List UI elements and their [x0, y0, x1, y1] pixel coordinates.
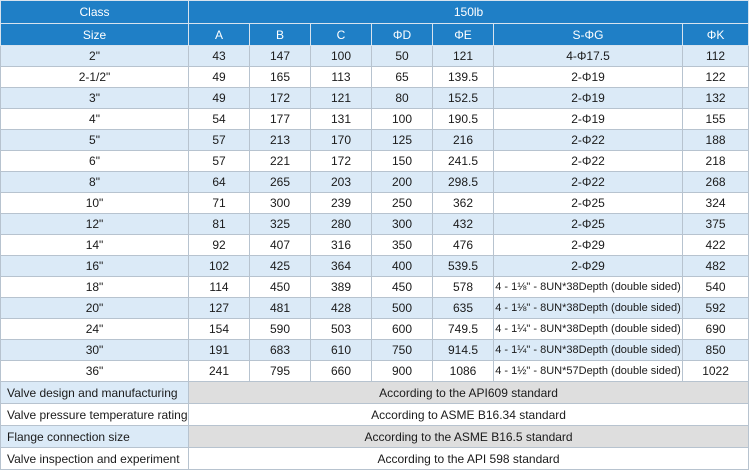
d-cell: 80 [372, 88, 433, 109]
table-row [1, 172, 749, 193]
c-cell: 316 [311, 235, 372, 256]
a-cell: 81 [189, 214, 250, 235]
standard-value: According to ASME B16.34 standard [189, 404, 749, 426]
standard-row [1, 382, 749, 404]
table-row [1, 88, 749, 109]
e-cell: 476 [433, 235, 494, 256]
size-header: Size [1, 24, 189, 46]
sg-cell: 4 - 1⅛" - 8UN*38Depth (double sided) [494, 277, 683, 298]
d-cell: 200 [372, 172, 433, 193]
table-row [1, 109, 749, 130]
k-cell: 218 [683, 151, 749, 172]
table-row [1, 67, 749, 88]
size-cell: 24" [1, 319, 189, 340]
e-cell: 635 [433, 298, 494, 319]
b-cell: 407 [250, 235, 311, 256]
sg-cell: 2-Φ19 [494, 109, 683, 130]
b-cell: 590 [250, 319, 311, 340]
b-cell: 177 [250, 109, 311, 130]
d-cell: 100 [372, 109, 433, 130]
d-cell: 65 [372, 67, 433, 88]
sg-cell: 2-Φ22 [494, 151, 683, 172]
d-cell: 500 [372, 298, 433, 319]
size-cell: 30" [1, 340, 189, 361]
d-cell: 600 [372, 319, 433, 340]
size-cell: 3" [1, 88, 189, 109]
a-cell: 64 [189, 172, 250, 193]
size-cell: 2" [1, 46, 189, 67]
table-row [1, 256, 749, 277]
b-cell: 265 [250, 172, 311, 193]
size-cell: 8" [1, 172, 189, 193]
sg-cell: 2-Φ29 [494, 235, 683, 256]
b-cell: 165 [250, 67, 311, 88]
k-cell: 188 [683, 130, 749, 151]
b-cell: 795 [250, 361, 311, 382]
col-header-d: ΦD [372, 24, 433, 46]
sg-cell: 4 - 1¼" - 8UN*38Depth (double sided) [494, 319, 683, 340]
c-cell: 364 [311, 256, 372, 277]
c-cell: 172 [311, 151, 372, 172]
standard-value: According to the API 598 standard [189, 448, 749, 470]
k-cell: 375 [683, 214, 749, 235]
column-header-row [1, 24, 749, 46]
d-cell: 125 [372, 130, 433, 151]
col-header-e: ΦE [433, 24, 494, 46]
a-cell: 241 [189, 361, 250, 382]
a-cell: 49 [189, 67, 250, 88]
table-row [1, 130, 749, 151]
a-cell: 127 [189, 298, 250, 319]
a-cell: 154 [189, 319, 250, 340]
b-cell: 172 [250, 88, 311, 109]
e-cell: 139.5 [433, 67, 494, 88]
standard-label: Valve design and manufacturing [1, 382, 189, 404]
a-cell: 92 [189, 235, 250, 256]
table-row [1, 193, 749, 214]
class-header-row [1, 1, 749, 24]
c-cell: 610 [311, 340, 372, 361]
size-rows [1, 46, 749, 382]
sg-cell: 4-Φ17.5 [494, 46, 683, 67]
k-cell: 690 [683, 319, 749, 340]
table-row [1, 277, 749, 298]
d-cell: 50 [372, 46, 433, 67]
size-cell: 18" [1, 277, 189, 298]
size-cell: 14" [1, 235, 189, 256]
k-cell: 132 [683, 88, 749, 109]
b-cell: 213 [250, 130, 311, 151]
a-cell: 57 [189, 151, 250, 172]
table-row [1, 235, 749, 256]
d-cell: 150 [372, 151, 433, 172]
k-cell: 268 [683, 172, 749, 193]
e-cell: 190.5 [433, 109, 494, 130]
c-cell: 280 [311, 214, 372, 235]
d-cell: 350 [372, 235, 433, 256]
sg-cell: 2-Φ19 [494, 67, 683, 88]
d-cell: 900 [372, 361, 433, 382]
standard-label: Valve inspection and experiment [1, 448, 189, 470]
d-cell: 450 [372, 277, 433, 298]
size-cell: 5" [1, 130, 189, 151]
c-cell: 203 [311, 172, 372, 193]
a-cell: 71 [189, 193, 250, 214]
c-cell: 660 [311, 361, 372, 382]
a-cell: 54 [189, 109, 250, 130]
sg-cell: 4 - 1½" - 8UN*57Depth (double sided) [494, 361, 683, 382]
c-cell: 121 [311, 88, 372, 109]
c-cell: 170 [311, 130, 372, 151]
col-header-a: A [189, 24, 250, 46]
a-cell: 191 [189, 340, 250, 361]
size-cell: 20" [1, 298, 189, 319]
sg-cell: 2-Φ25 [494, 214, 683, 235]
class-label: Class [1, 1, 189, 24]
size-cell: 10" [1, 193, 189, 214]
k-cell: 850 [683, 340, 749, 361]
sg-cell: 2-Φ22 [494, 130, 683, 151]
k-cell: 592 [683, 298, 749, 319]
k-cell: 482 [683, 256, 749, 277]
d-cell: 750 [372, 340, 433, 361]
a-cell: 114 [189, 277, 250, 298]
b-cell: 325 [250, 214, 311, 235]
size-cell: 36" [1, 361, 189, 382]
standards-rows [1, 382, 749, 470]
table-row [1, 340, 749, 361]
sg-cell: 2-Φ25 [494, 193, 683, 214]
a-cell: 102 [189, 256, 250, 277]
class-value: 150lb [189, 1, 749, 24]
k-cell: 324 [683, 193, 749, 214]
c-cell: 131 [311, 109, 372, 130]
standard-row [1, 404, 749, 426]
sg-cell: 4 - 1¼" - 8UN*38Depth (double sided) [494, 340, 683, 361]
standard-label: Valve pressure temperature rating [1, 404, 189, 426]
k-cell: 155 [683, 109, 749, 130]
c-cell: 503 [311, 319, 372, 340]
size-cell: 2-1/2" [1, 67, 189, 88]
sg-cell: 2-Φ19 [494, 88, 683, 109]
standard-value: According to the ASME B16.5 standard [189, 426, 749, 448]
d-cell: 300 [372, 214, 433, 235]
e-cell: 1086 [433, 361, 494, 382]
b-cell: 425 [250, 256, 311, 277]
e-cell: 152.5 [433, 88, 494, 109]
table-row [1, 319, 749, 340]
table-row [1, 151, 749, 172]
size-cell: 6" [1, 151, 189, 172]
k-cell: 1022 [683, 361, 749, 382]
standard-row [1, 448, 749, 470]
table-row [1, 298, 749, 319]
b-cell: 481 [250, 298, 311, 319]
c-cell: 389 [311, 277, 372, 298]
d-cell: 400 [372, 256, 433, 277]
table-row [1, 214, 749, 235]
table-row [1, 361, 749, 382]
e-cell: 241.5 [433, 151, 494, 172]
a-cell: 57 [189, 130, 250, 151]
a-cell: 43 [189, 46, 250, 67]
b-cell: 450 [250, 277, 311, 298]
c-cell: 113 [311, 67, 372, 88]
e-cell: 578 [433, 277, 494, 298]
b-cell: 300 [250, 193, 311, 214]
sg-cell: 2-Φ22 [494, 172, 683, 193]
size-cell: 16" [1, 256, 189, 277]
k-cell: 540 [683, 277, 749, 298]
b-cell: 221 [250, 151, 311, 172]
d-cell: 250 [372, 193, 433, 214]
e-cell: 432 [433, 214, 494, 235]
b-cell: 683 [250, 340, 311, 361]
e-cell: 298.5 [433, 172, 494, 193]
e-cell: 914.5 [433, 340, 494, 361]
col-header-k: ΦK [683, 24, 749, 46]
standard-row [1, 426, 749, 448]
e-cell: 121 [433, 46, 494, 67]
standard-value: According to the API609 standard [189, 382, 749, 404]
col-header-c: C [311, 24, 372, 46]
sg-cell: 2-Φ29 [494, 256, 683, 277]
col-header-b: B [250, 24, 311, 46]
sg-cell: 4 - 1⅛" - 8UN*38Depth (double sided) [494, 298, 683, 319]
e-cell: 749.5 [433, 319, 494, 340]
col-header-sg: S-ΦG [494, 24, 683, 46]
b-cell: 147 [250, 46, 311, 67]
c-cell: 428 [311, 298, 372, 319]
k-cell: 112 [683, 46, 749, 67]
standard-label: Flange connection size [1, 426, 189, 448]
size-cell: 12" [1, 214, 189, 235]
e-cell: 539.5 [433, 256, 494, 277]
e-cell: 216 [433, 130, 494, 151]
c-cell: 100 [311, 46, 372, 67]
k-cell: 122 [683, 67, 749, 88]
table-row [1, 46, 749, 67]
c-cell: 239 [311, 193, 372, 214]
k-cell: 422 [683, 235, 749, 256]
size-cell: 4" [1, 109, 189, 130]
e-cell: 362 [433, 193, 494, 214]
a-cell: 49 [189, 88, 250, 109]
